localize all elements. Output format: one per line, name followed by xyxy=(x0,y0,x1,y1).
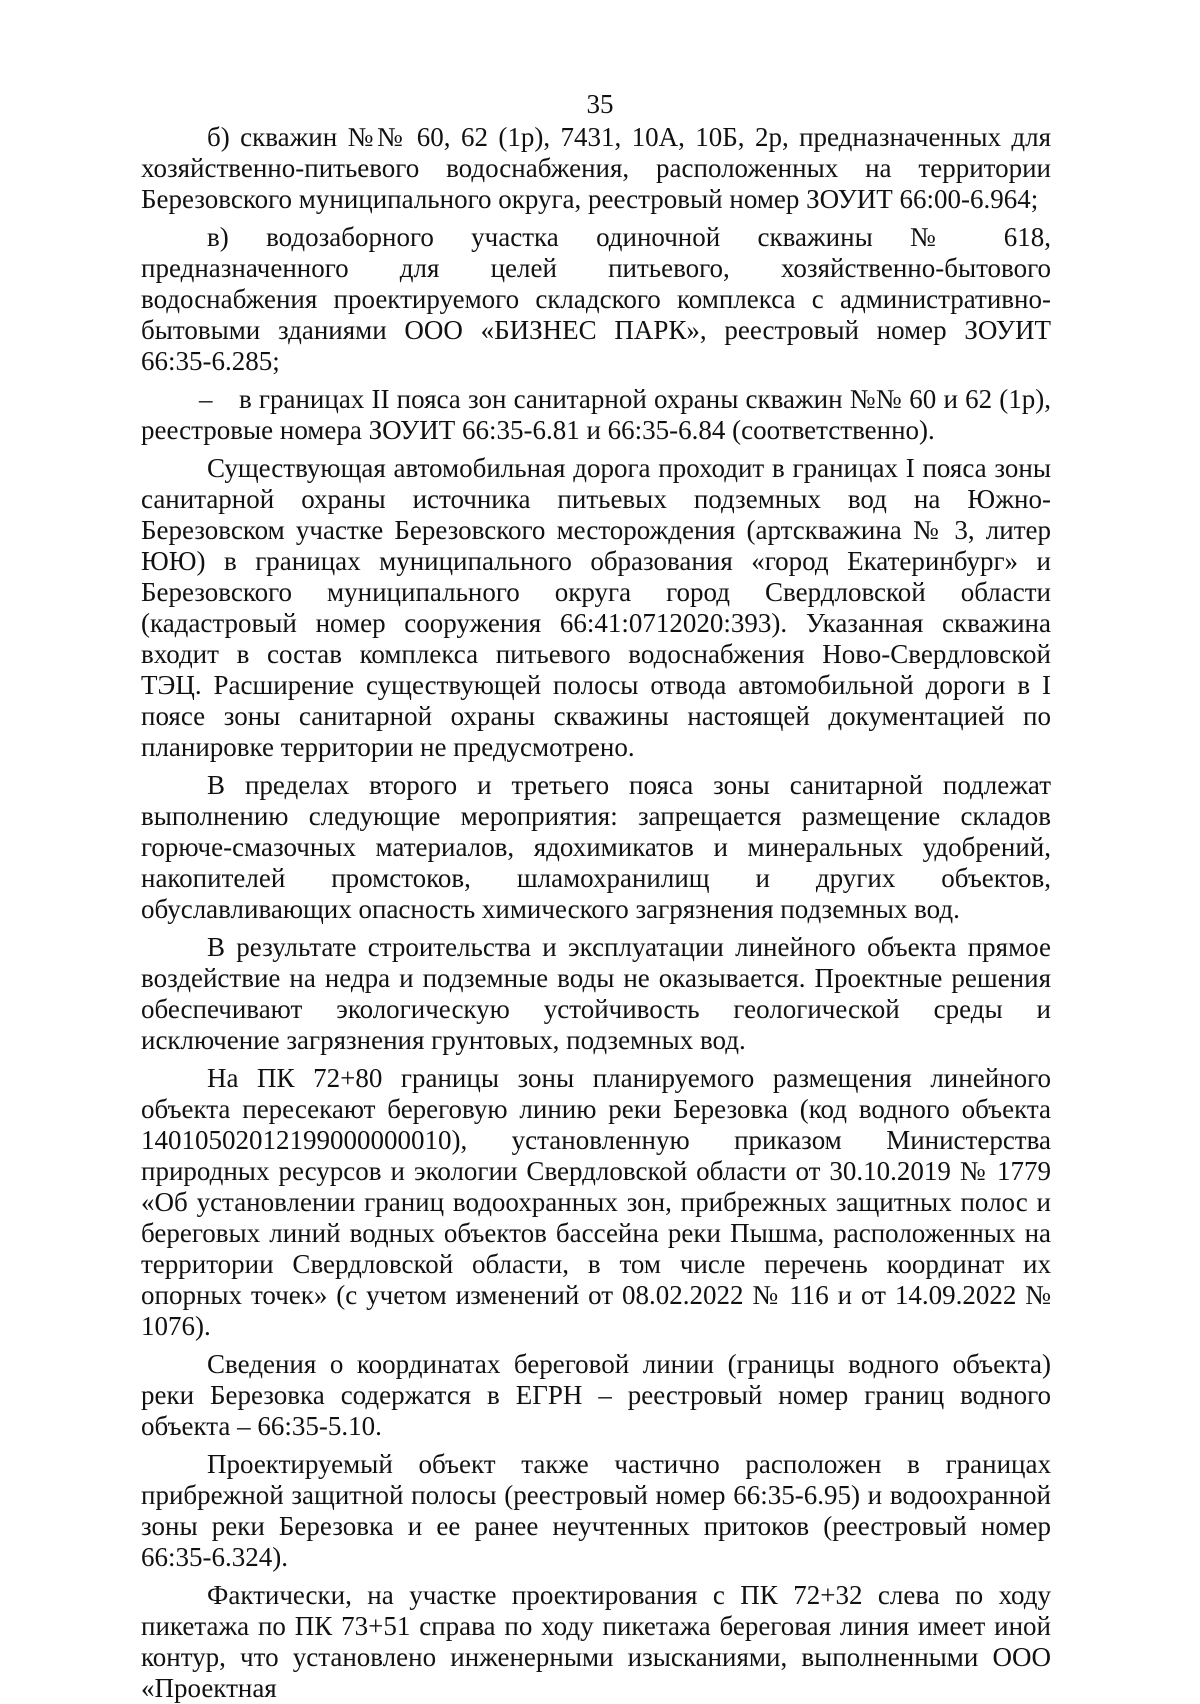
paragraph-egrn-info: Сведения о координатах береговой линии (границы водного объекта) реки Березовка содержатся в ЕГРН – реестровый номер границ водного объекта – 66:35-5.10. xyxy=(141,1349,1051,1441)
paragraph-subsoil-impact: В результате строительства и эксплуатации линейного объекта прямое воздействие на недра и подземные воды не оказывается. Проектные решения обеспечивают экологическую устойчивость геологической среды и исключение загрязнения грунтовых, подземных вод. xyxy=(141,932,1051,1055)
paragraph-water-intake: в) водозаборного участка одиночной скважины № 618, предназначенного для целей питьевого, хозяйственно-бытового водоснабжения проектируемого складского комплекса с административно-бытовыми зданиями ООО «БИЗНЕС ПАРК», реестровый номер ЗОУИТ 66:35-6.285; xyxy=(141,222,1051,376)
paragraph-protective-strip: Проектируемый объект также частично расположен в границах прибрежной защитной полосы (реестровый номер 66:35-6.95) и водоохранной зоны реки Березовка и ее ранее неучтенных притоков (реестровый номер 66:35-6.324). xyxy=(141,1449,1051,1572)
paragraph-existing-road: Существующая автомобильная дорога проходит в границах I пояса зоны санитарной охраны источника питьевых подземных вод на Южно-Березовском участке Березовского месторождения (артскважина № 3, литер ЮЮ) в границах муниципального образования «город Екатеринбург» и Березовского муниципального округа город Свердловской области (кадастровый номер сооружения 66:41:0712020:393). Указанная скважина входит в состав комплекса питьевого водоснабжения Ново-Свердловской ТЭЦ. Расширение существующей полосы отвода автомобильной дороги в I поясе зоны санитарной охраны скважины настоящей документацией по планировке территории не предусмотрено. xyxy=(141,453,1051,762)
paragraph-wells-list: б) скважин №№ 60, 62 (1р), 7431, 10А, 10Б, 2р, предназначенных для хозяйственно-питьевого водоснабжения, расположенных на территории Березовского муниципального округа, реестровый номер ЗОУИТ 66:00-6.964; xyxy=(141,122,1051,214)
page-number: 35 xyxy=(586,89,614,119)
paragraph-actual-contour: Фактически, на участке проектирования с ПК 72+32 слева по ходу пикетажа по ПК 73+51 справа по ходу пикетажа береговая линия имеет иной контур, что установлено инженерными изысканиями, выполненными ООО «Проектная xyxy=(141,1580,1051,1703)
dash-item-text: в границах II пояса зон санитарной охраны скважин №№ 60 и 62 (1р), реестровые номера ЗОУИТ 66:35-6.81 и 66:35-6.84 (соответственно). xyxy=(141,384,1051,445)
dash-marker: – xyxy=(199,384,213,414)
paragraph-sanitary-zone-dash xyxy=(141,384,1051,446)
paragraph-shoreline-crossing: На ПК 72+80 границы зоны планируемого размещения линейного объекта пересекают береговую линию реки Березовка (код водного объекта 14010502012199000000010), установленную приказом Министерства природных ресурсов и экологии Свердловской области от 30.10.2019 № 1779 «Об установлении границ водоохранных зон, прибрежных защитных полос и береговых линий водных объектов бассейна реки Пышма, расположенных на территории Свердловской области, в том числе перечень координат их опорных точек» (с учетом изменений от 08.02.2022 № 116 и от 14.09.2022 № 1076). xyxy=(141,1063,1051,1341)
paragraph-sanitary-measures: В пределах второго и третьего пояса зоны санитарной подлежат выполнению следующие мероприятия: запрещается размещение складов горюче-смазочных материалов, ядохимикатов и минеральных удобрений, накопителей промстоков, шламохранилищ и других объектов, обуславливающих опасность химического загрязнения подземных вод. xyxy=(141,770,1051,924)
document-body xyxy=(141,122,1051,1704)
